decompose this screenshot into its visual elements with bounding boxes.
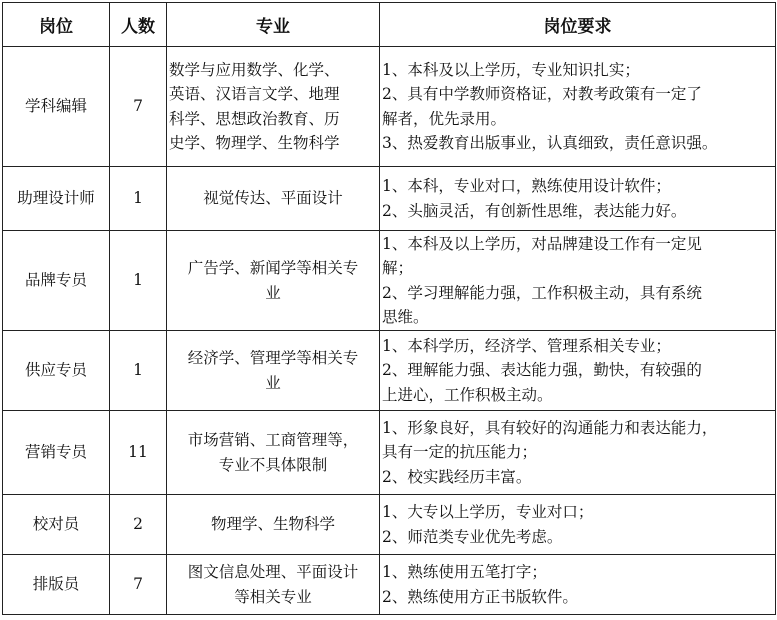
table-row (3, 231, 776, 331)
header-row (3, 3, 776, 47)
major-line: 广告学、新闻学等相关专 (187, 259, 359, 277)
major-line: 英语、汉语言文学、地理 (169, 85, 340, 103)
header-count: 人数 (110, 3, 167, 47)
major-cell (167, 495, 380, 555)
count-cell: 7 (110, 555, 167, 615)
requirement-line: 具有一定的抗压能力； (382, 443, 538, 462)
requirement-line: 1、本科及以上学历，对品牌建设工作有一定见 (382, 234, 702, 253)
count-cell: 1 (110, 167, 167, 231)
header-requirements: 岗位要求 (380, 3, 776, 47)
requirements-cell (380, 495, 776, 555)
requirement-line: 2、校实践经历丰富。 (382, 467, 532, 486)
major-line: 数学与应用数学、化学、 (169, 60, 340, 79)
major-cell (167, 555, 380, 615)
table-row (3, 555, 776, 615)
major-line: 科学、思想政治教育、历 (169, 109, 340, 128)
count-cell: 2 (110, 495, 167, 555)
position-cell: 校对员 (3, 495, 110, 555)
requirements-cell (380, 411, 776, 495)
major-cell (167, 411, 380, 495)
table-row (3, 167, 776, 231)
requirement-line: 1、本科学历，经济学、管理系相关专业； (382, 336, 671, 355)
requirement-line: 解者，优先录用。 (382, 109, 507, 128)
major-cell (167, 47, 380, 167)
count-cell: 11 (110, 411, 167, 495)
requirement-line: 1、大专以上学历，专业对口； (382, 503, 594, 521)
major-line: 专业不具体限制 (218, 455, 328, 474)
count-cell: 7 (110, 47, 167, 167)
requirement-line: 上进心，工作积极主动。 (382, 385, 553, 404)
major-line: 视觉传达、平面设计 (203, 189, 343, 208)
job-positions-table (2, 2, 776, 615)
major-line: 市场营销、工商管理等， (187, 431, 359, 449)
table-row (3, 411, 776, 495)
requirement-line: 3、热爱教育出版事业，认真细致，责任意识强。 (382, 134, 718, 152)
requirement-line: 2、具有中学教师资格证，对教考政策有一定了 (382, 85, 702, 103)
table-row (3, 331, 776, 411)
requirements-cell (380, 47, 776, 167)
major-line: 业 (265, 283, 281, 302)
requirement-line: 1、本科及以上学历，专业知识扎实； (382, 60, 640, 79)
requirements-cell (380, 167, 776, 231)
requirements-cell (380, 331, 776, 411)
requirement-line: 1、熟练使用五笔打字； (382, 563, 547, 581)
major-cell (167, 167, 380, 231)
position-cell: 学科编辑 (3, 47, 110, 167)
major-line: 史学、物理学、生物科学 (169, 134, 340, 152)
major-line: 物理学、生物科学 (210, 515, 335, 534)
position-cell: 品牌专员 (3, 231, 110, 331)
major-line: 等相关专业 (234, 587, 312, 606)
count-cell: 1 (110, 231, 167, 331)
major-cell (167, 331, 380, 411)
position-cell: 排版员 (3, 555, 110, 615)
requirement-line: 2、熟练使用方正书版软件。 (382, 587, 578, 606)
header-major: 专业 (167, 3, 380, 47)
requirements-cell (380, 231, 776, 331)
table-row (3, 47, 776, 167)
header-position: 岗位 (3, 3, 110, 47)
major-line: 图文信息处理、平面设计 (187, 563, 359, 581)
requirement-line: 1、形象良好，具有较好的沟通能力和表达能力， (382, 418, 718, 437)
requirement-line: 2、理解能力强、表达能力强，勤快，有较强的 (382, 361, 702, 380)
requirement-line: 1、本科，专业对口，熟练使用设计软件； (382, 177, 671, 195)
requirement-line: 解； (382, 259, 414, 277)
requirement-line: 思维。 (382, 308, 429, 326)
requirement-line: 2、学习理解能力强，工作积极主动，具有系统 (382, 283, 702, 302)
major-line: 经济学、管理学等相关专 (187, 349, 359, 367)
requirement-line: 2、头脑灵活，有创新性思维，表达能力好。 (382, 201, 687, 220)
count-cell: 1 (110, 331, 167, 411)
position-cell: 供应专员 (3, 331, 110, 411)
position-cell: 助理设计师 (3, 167, 110, 231)
position-cell: 营销专员 (3, 411, 110, 495)
requirement-line: 2、师范类专业优先考虑。 (382, 527, 563, 546)
major-cell (167, 231, 380, 331)
table-row (3, 495, 776, 555)
requirements-cell (380, 555, 776, 615)
major-line: 业 (265, 373, 281, 392)
